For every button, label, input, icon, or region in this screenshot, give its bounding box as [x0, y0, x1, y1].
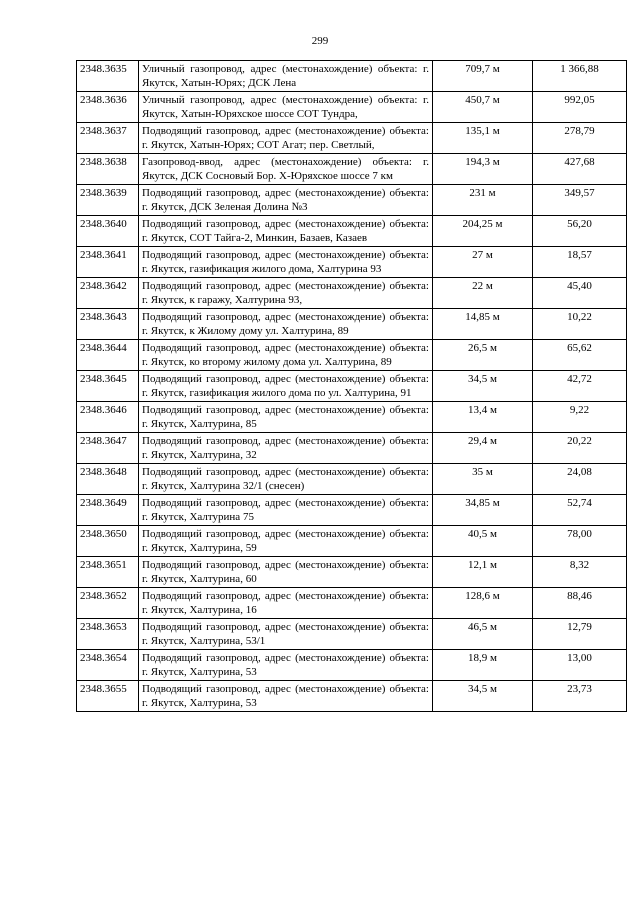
row-value-cell: 56,20	[533, 216, 627, 247]
table-row	[77, 92, 627, 123]
row-value-cell: 8,32	[533, 557, 627, 588]
row-value-cell: 24,08	[533, 464, 627, 495]
table-row	[77, 247, 627, 278]
row-number-cell: 2348.3641	[77, 247, 139, 278]
row-description-cell: Подводящий газопровод, адрес (местонахождение) объекта: г. Якутск, Халтурина, 32	[139, 433, 433, 464]
row-length-cell: 22 м	[433, 278, 533, 309]
row-length-cell: 135,1 м	[433, 123, 533, 154]
row-value-cell: 10,22	[533, 309, 627, 340]
row-description-cell: Подводящий газопровод, адрес (местонахождение) объекта: г. Якутск, Халтурина 32/1 (снесен)	[139, 464, 433, 495]
row-number-cell: 2348.3635	[77, 61, 139, 92]
row-length-cell: 12,1 м	[433, 557, 533, 588]
row-description-cell: Газопровод-ввод, адрес (местонахождение) объекта: г. Якутск, ДСК Сосновый Бор. Х-Юряхское шоссе 7 км	[139, 154, 433, 185]
row-length-cell: 34,85 м	[433, 495, 533, 526]
row-length-cell: 450,7 м	[433, 92, 533, 123]
row-description-cell: Подводящий газопровод, адрес (местонахождение) объекта: г. Якутск, к Жилому дому ул. Халтурина, 89	[139, 309, 433, 340]
row-number-cell: 2348.3655	[77, 681, 139, 712]
registry-table-body	[77, 61, 627, 712]
row-number-cell: 2348.3650	[77, 526, 139, 557]
row-value-cell: 992,05	[533, 92, 627, 123]
row-description-cell: Подводящий газопровод, адрес (местонахождение) объекта: г. Якутск, Халтурина, 85	[139, 402, 433, 433]
row-number-cell: 2348.3638	[77, 154, 139, 185]
row-description-cell: Подводящий газопровод, адрес (местонахождение) объекта: г. Якутск, Халтурина, 53/1	[139, 619, 433, 650]
row-number-cell: 2348.3640	[77, 216, 139, 247]
row-number-cell: 2348.3647	[77, 433, 139, 464]
row-length-cell: 40,5 м	[433, 526, 533, 557]
table-row	[77, 154, 627, 185]
row-length-cell: 35 м	[433, 464, 533, 495]
row-description-cell: Подводящий газопровод, адрес (местонахождение) объекта: г. Якутск, к гаражу, Халтурина 93,	[139, 278, 433, 309]
row-value-cell: 65,62	[533, 340, 627, 371]
row-description-cell: Подводящий газопровод, адрес (местонахождение) объекта: г. Якутск, Халтурина, 53	[139, 681, 433, 712]
table-row	[77, 464, 627, 495]
row-description-cell: Подводящий газопровод, адрес (местонахождение) объекта: г. Якутск, Хатын-Юрях; СОТ Агат; пер. Светлый,	[139, 123, 433, 154]
row-length-cell: 231 м	[433, 185, 533, 216]
row-value-cell: 52,74	[533, 495, 627, 526]
row-description-cell: Подводящий газопровод, адрес (местонахождение) объекта: г. Якутск, СОТ Тайга-2, Минкин, Базаев, Казаев	[139, 216, 433, 247]
table-row	[77, 371, 627, 402]
row-length-cell: 46,5 м	[433, 619, 533, 650]
row-value-cell: 13,00	[533, 650, 627, 681]
registry-table	[76, 60, 627, 712]
row-value-cell: 9,22	[533, 402, 627, 433]
row-description-cell: Подводящий газопровод, адрес (местонахождение) объекта: г. Якутск, газификация жилого дома, Халтурина 93	[139, 247, 433, 278]
row-value-cell: 427,68	[533, 154, 627, 185]
row-number-cell: 2348.3649	[77, 495, 139, 526]
table-row	[77, 309, 627, 340]
row-length-cell: 709,7 м	[433, 61, 533, 92]
table-row	[77, 650, 627, 681]
row-description-cell: Подводящий газопровод, адрес (местонахождение) объекта: г. Якутск, Халтурина, 53	[139, 650, 433, 681]
table-row	[77, 433, 627, 464]
row-value-cell: 18,57	[533, 247, 627, 278]
table-row	[77, 123, 627, 154]
table-row	[77, 619, 627, 650]
table-row	[77, 495, 627, 526]
row-value-cell: 278,79	[533, 123, 627, 154]
row-length-cell: 18,9 м	[433, 650, 533, 681]
row-number-cell: 2348.3643	[77, 309, 139, 340]
row-number-cell: 2348.3644	[77, 340, 139, 371]
row-description-cell: Подводящий газопровод, адрес (местонахождение) объекта: г. Якутск, ко второму жилому дома ул. Халтурина, 89	[139, 340, 433, 371]
row-description-cell: Подводящий газопровод, адрес (местонахождение) объекта: г. Якутск, Халтурина, 16	[139, 588, 433, 619]
row-number-cell: 2348.3645	[77, 371, 139, 402]
row-number-cell: 2348.3637	[77, 123, 139, 154]
row-number-cell: 2348.3654	[77, 650, 139, 681]
row-description-cell: Подводящий газопровод, адрес (местонахождение) объекта: г. Якутск, ДСК Зеленая Долина №3	[139, 185, 433, 216]
table-row	[77, 185, 627, 216]
row-description-cell: Подводящий газопровод, адрес (местонахождение) объекта: г. Якутск, Халтурина, 59	[139, 526, 433, 557]
row-length-cell: 128,6 м	[433, 588, 533, 619]
row-value-cell: 78,00	[533, 526, 627, 557]
table-row	[77, 278, 627, 309]
row-value-cell: 42,72	[533, 371, 627, 402]
table-row	[77, 340, 627, 371]
row-number-cell: 2348.3648	[77, 464, 139, 495]
row-value-cell: 1 366,88	[533, 61, 627, 92]
row-description-cell: Подводящий газопровод, адрес (местонахождение) объекта: г. Якутск, Халтурина, 60	[139, 557, 433, 588]
row-length-cell: 194,3 м	[433, 154, 533, 185]
row-length-cell: 14,85 м	[433, 309, 533, 340]
table-row	[77, 526, 627, 557]
page-number: 299	[311, 35, 329, 47]
row-description-cell: Подводящий газопровод, адрес (местонахождение) объекта: г. Якутск, Халтурина 75	[139, 495, 433, 526]
table-row	[77, 588, 627, 619]
row-number-cell: 2348.3642	[77, 278, 139, 309]
table-row	[77, 61, 627, 92]
row-value-cell: 23,73	[533, 681, 627, 712]
table-row	[77, 402, 627, 433]
row-value-cell: 12,79	[533, 619, 627, 650]
row-value-cell: 88,46	[533, 588, 627, 619]
row-description-cell: Подводящий газопровод, адрес (местонахождение) объекта: г. Якутск, газификация жилого дома по ул. Халтурина, 91	[139, 371, 433, 402]
row-description-cell: Уличный газопровод, адрес (местонахождение) объекта: г. Якутск, Хатын-Юряхское шоссе СОТ Тундра,	[139, 92, 433, 123]
row-value-cell: 20,22	[533, 433, 627, 464]
row-length-cell: 29,4 м	[433, 433, 533, 464]
table-row	[77, 681, 627, 712]
row-length-cell: 27 м	[433, 247, 533, 278]
table-row	[77, 557, 627, 588]
row-number-cell: 2348.3636	[77, 92, 139, 123]
row-length-cell: 204,25 м	[433, 216, 533, 247]
row-length-cell: 13,4 м	[433, 402, 533, 433]
row-number-cell: 2348.3651	[77, 557, 139, 588]
row-length-cell: 26,5 м	[433, 340, 533, 371]
row-description-cell: Уличный газопровод, адрес (местонахождение) объекта: г. Якутск, Хатын-Юрях; ДСК Лена	[139, 61, 433, 92]
row-value-cell: 349,57	[533, 185, 627, 216]
row-length-cell: 34,5 м	[433, 371, 533, 402]
row-length-cell: 34,5 м	[433, 681, 533, 712]
row-number-cell: 2348.3639	[77, 185, 139, 216]
row-number-cell: 2348.3652	[77, 588, 139, 619]
row-number-cell: 2348.3653	[77, 619, 139, 650]
row-number-cell: 2348.3646	[77, 402, 139, 433]
row-value-cell: 45,40	[533, 278, 627, 309]
table-row	[77, 216, 627, 247]
